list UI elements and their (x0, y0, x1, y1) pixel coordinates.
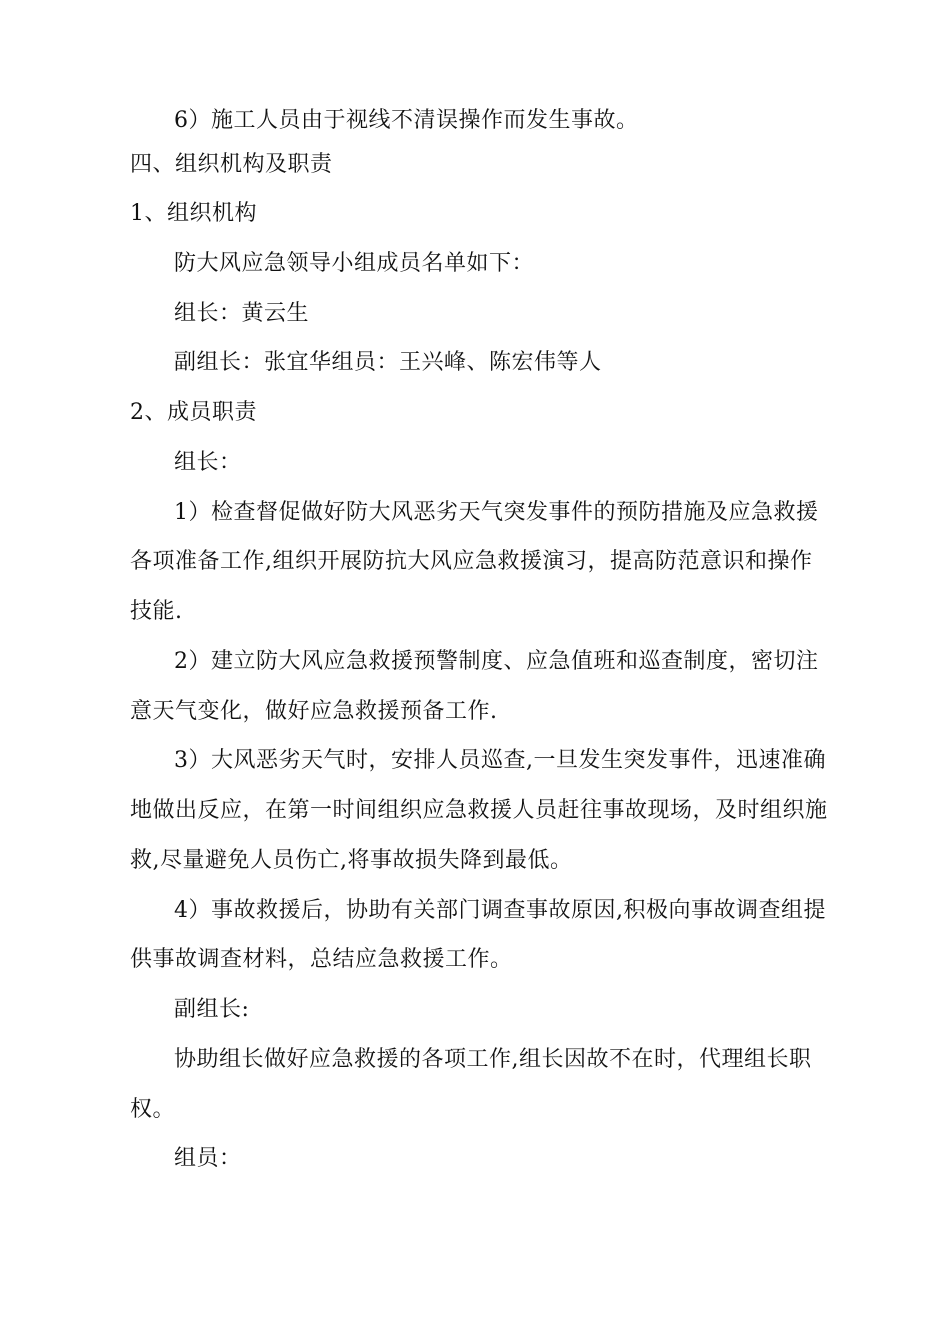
role-heading-deputy: 副组长: (174, 997, 250, 1022)
duty-item-3-line-3: 救,尽量避免人员伤亡,将事故损失降到最低。 (130, 848, 573, 873)
duty-item-3-line-1: 3）大风恶劣天气时，安排人员巡查,一旦发生突发事件，迅速准确 (174, 748, 826, 773)
duty-item-1-line-1: 1）检查督促做好防大风恶劣天气突发事件的预防措施及应急救援 (174, 500, 819, 525)
section-heading-4: 四、组织机构及职责 (130, 152, 333, 177)
paragraph-intro: 防大风应急领导小组成员名单如下： (174, 251, 535, 276)
deputy-duty-line-2: 权。 (130, 1097, 176, 1122)
duty-item-4-line-2: 供事故调查材料，总结应急救援工作。 (130, 947, 513, 972)
duty-item-2-line-1: 2）建立防大风应急救援预警制度、应急值班和巡查制度，密切注 (174, 649, 819, 674)
duty-item-4-line-1: 4）事故救援后，协助有关部门调查事故原因,积极向事故调查组提 (174, 898, 826, 923)
deputy-duty-line-1: 协助组长做好应急救援的各项工作,组长因故不在时，代理组长职 (174, 1047, 812, 1072)
role-heading-leader: 组长： (174, 450, 242, 475)
subsection-heading-2: 2、成员职责 (130, 400, 257, 425)
duty-item-3-line-2: 地做出反应，在第一时间组织应急救援人员赶往事故现场，及时组织施 (130, 798, 828, 823)
duty-item-1-line-2: 各项准备工作,组织开展防抗大风应急救援演习，提高防范意识和操作 (130, 549, 813, 574)
duty-item-2-line-2: 意天气变化，做好应急救援预备工作. (130, 699, 498, 724)
role-heading-members: 组员： (174, 1146, 242, 1171)
subsection-heading-1: 1、组织机构 (130, 201, 257, 226)
deputy-members-line: 副组长：张宜华组员：王兴峰、陈宏伟等人 (174, 350, 602, 375)
list-item-6: 6）施工人员由于视线不清误操作而发生事故。 (174, 108, 639, 133)
duty-item-1-line-3: 技能. (130, 599, 183, 624)
leader-line: 组长：黄云生 (174, 301, 310, 326)
